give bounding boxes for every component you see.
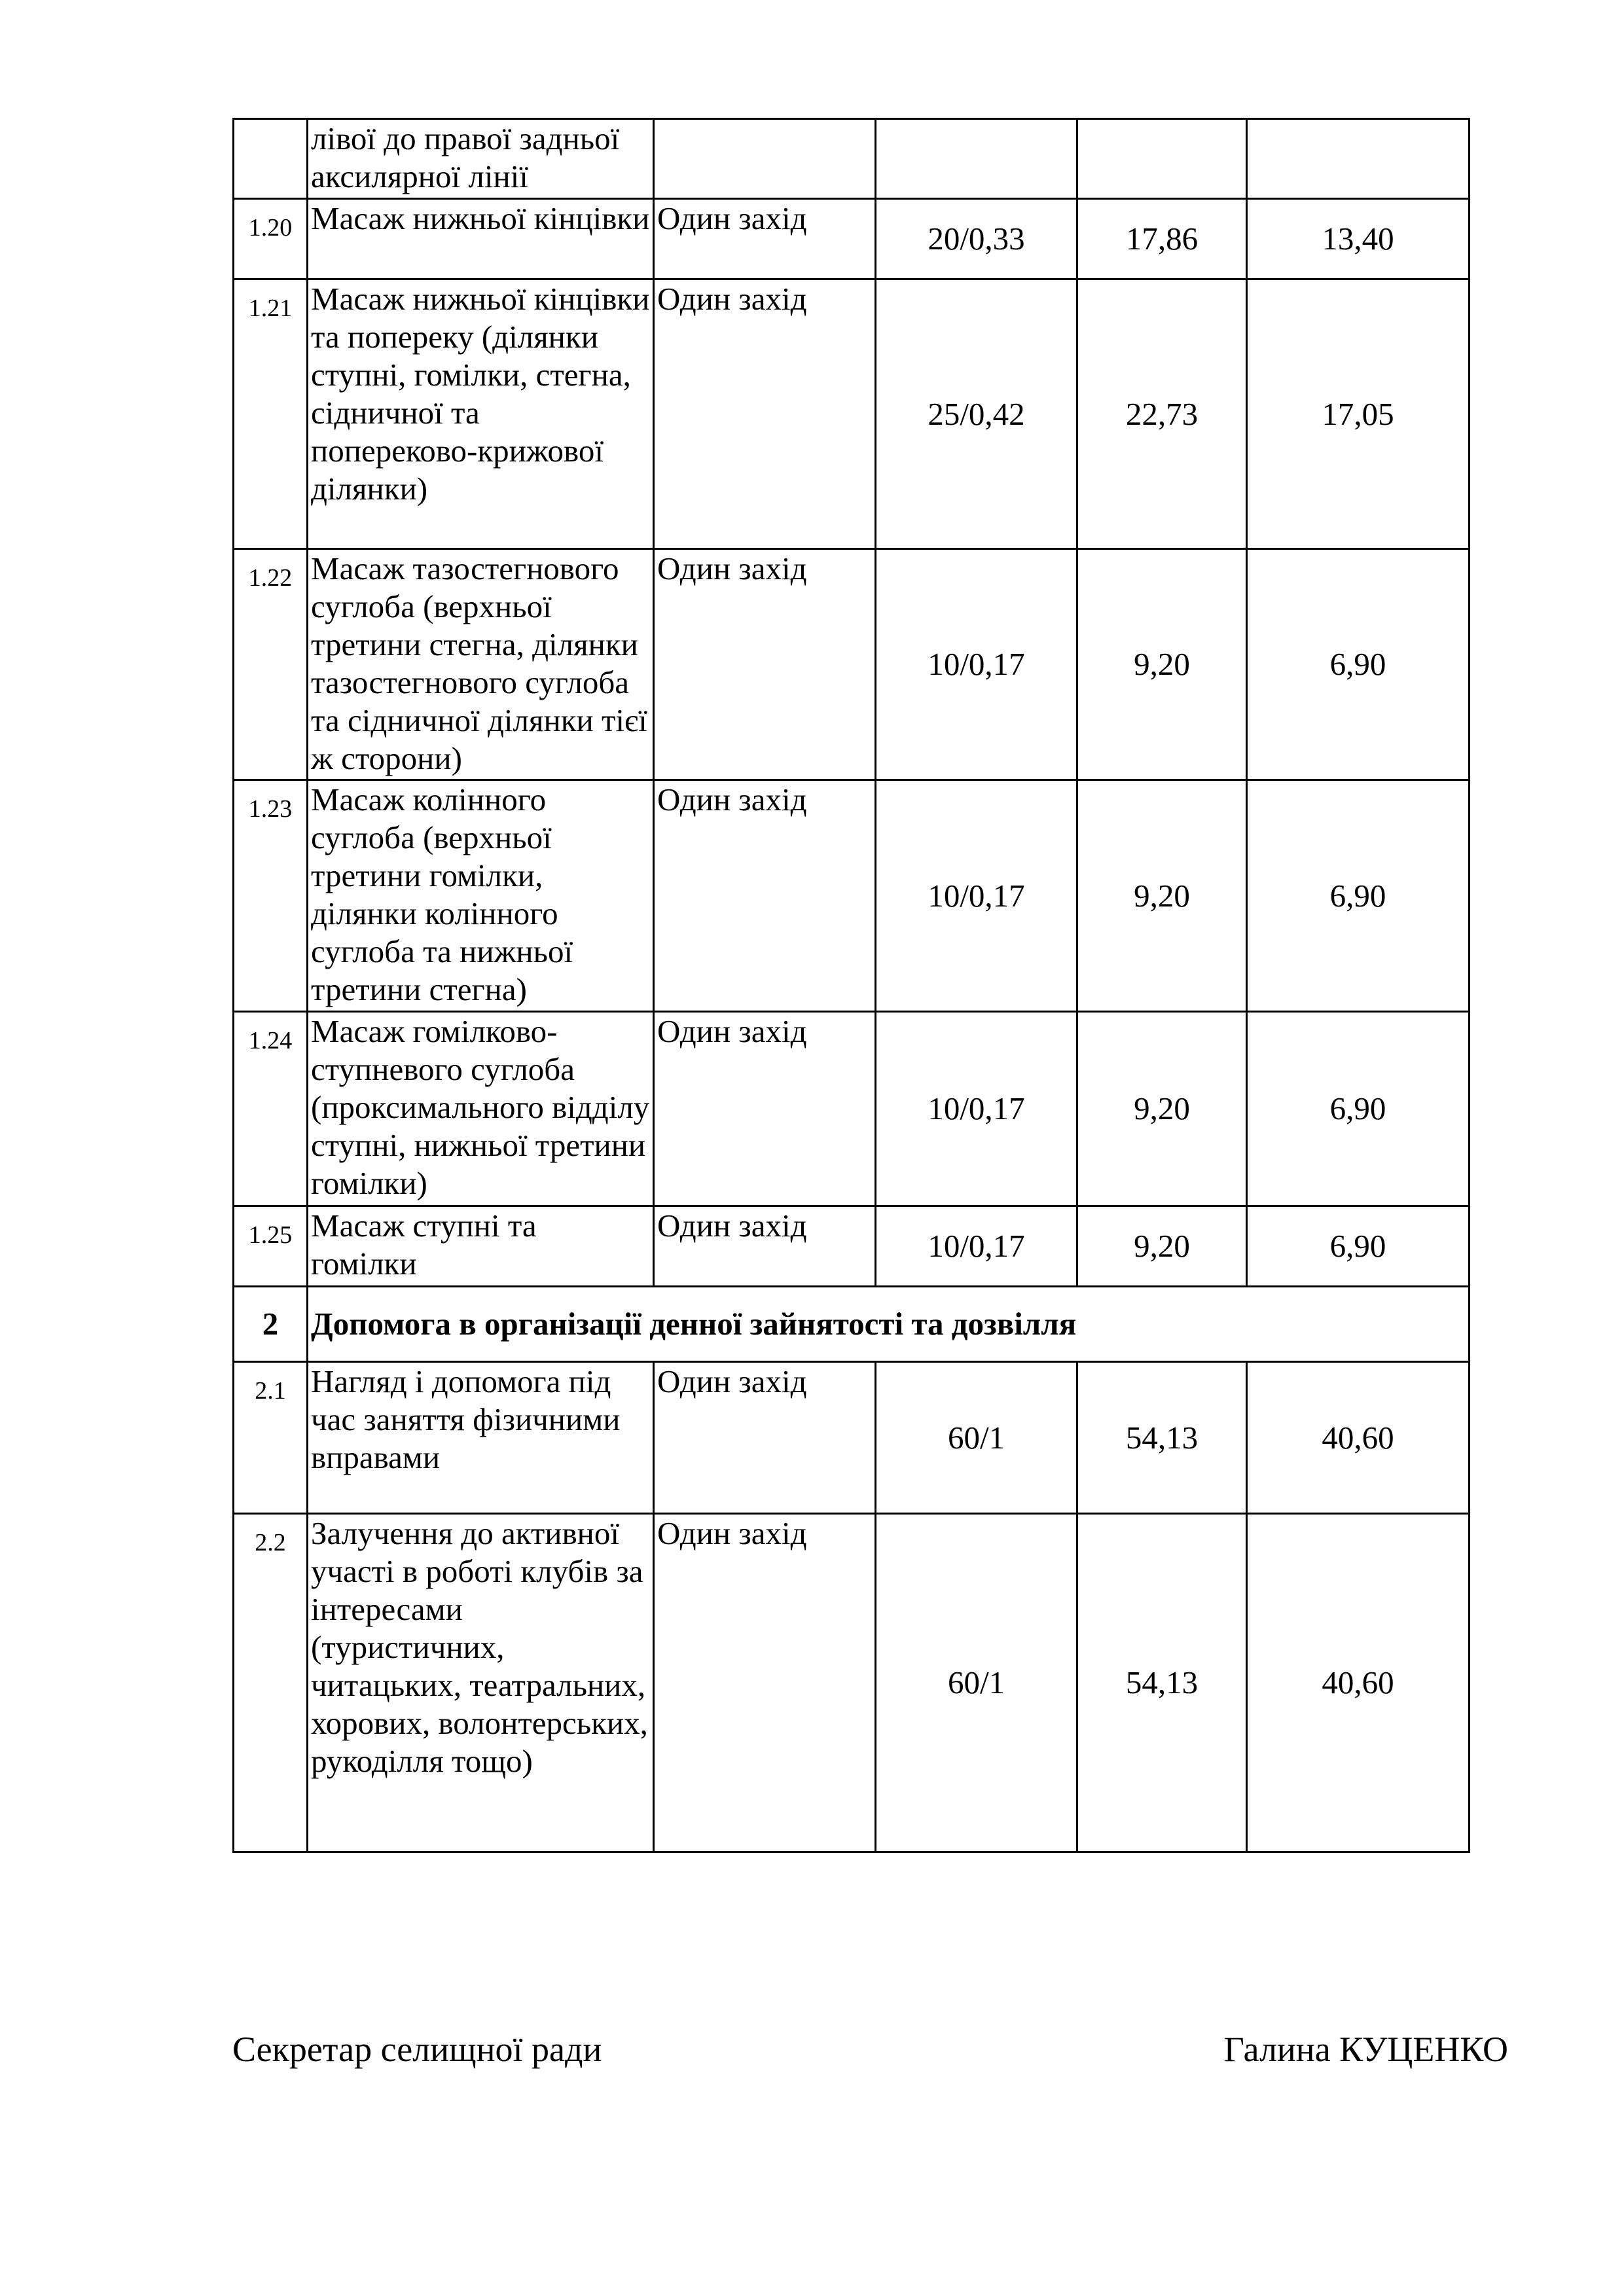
table-row: [234, 1362, 1470, 1514]
price-1: 17,86: [1077, 199, 1247, 279]
time-norm: 10/0,17: [876, 1206, 1077, 1287]
time-norm: 10/0,17: [876, 780, 1077, 1012]
service-name: Масаж гомілково-ступневого суглоба (проксимального відділу ступні, нижньої третини гомілки): [308, 1012, 654, 1206]
item-number: 2.2: [234, 1514, 308, 1852]
price-1: 54,13: [1077, 1362, 1247, 1514]
price-2: 40,60: [1247, 1362, 1470, 1514]
item-number: 1.23: [234, 780, 308, 1012]
section-title: Допомога в організації денної зайнятості та дозвілля: [308, 1287, 1470, 1362]
table-row: [234, 1012, 1470, 1206]
item-number: 1.24: [234, 1012, 308, 1206]
unit-of-measure: Один захід: [654, 1362, 876, 1514]
table-row: [234, 279, 1470, 549]
price-1: [1077, 119, 1247, 199]
price-1: 54,13: [1077, 1514, 1247, 1852]
item-number: 1.20: [234, 199, 308, 279]
price-2: 40,60: [1247, 1514, 1470, 1852]
item-number: 1.22: [234, 549, 308, 780]
time-norm: [876, 119, 1077, 199]
section-header-row: [234, 1287, 1470, 1362]
price-2: 6,90: [1247, 1012, 1470, 1206]
table-row: [234, 199, 1470, 279]
table-row: [234, 119, 1470, 199]
item-number: 1.25: [234, 1206, 308, 1287]
unit-of-measure: Один захід: [654, 1514, 876, 1852]
price-1: 22,73: [1077, 279, 1247, 549]
unit-of-measure: Один захід: [654, 780, 876, 1012]
service-name: Масаж ступні та гомілки: [308, 1206, 654, 1287]
services-table: [232, 118, 1470, 1853]
price-2: 13,40: [1247, 199, 1470, 279]
secretary-title: Секретар селищної ради: [232, 2030, 602, 2069]
table-row: [234, 780, 1470, 1012]
service-name: Масаж колінного суглоба (верхньої третини гомілки, ділянки колінного суглоба та нижньої третини стегна): [308, 780, 654, 1012]
time-norm: 20/0,33: [876, 199, 1077, 279]
service-name: Залучення до активної участі в роботі клубів за інтересами (туристичних, читацьких, театральних, хорових, волонтерських, рукоділля тощо): [308, 1514, 654, 1852]
price-2: [1247, 119, 1470, 199]
price-2: 6,90: [1247, 1206, 1470, 1287]
time-norm: 10/0,17: [876, 549, 1077, 780]
time-norm: 60/1: [876, 1514, 1077, 1852]
unit-of-measure: Один захід: [654, 549, 876, 780]
unit-of-measure: Один захід: [654, 1012, 876, 1206]
signer-name: Галина КУЦЕНКО: [1223, 2030, 1508, 2069]
item-number: 2.1: [234, 1362, 308, 1514]
time-norm: 10/0,17: [876, 1012, 1077, 1206]
table-row: [234, 549, 1470, 780]
unit-of-measure: [654, 119, 876, 199]
service-name: Масаж нижньої кінцівки та попереку (ділянки ступні, гомілки, стегна, сідничної та попереково-крижової ділянки): [308, 279, 654, 549]
service-name: Масаж нижньої кінцівки: [308, 199, 654, 279]
price-2: 6,90: [1247, 780, 1470, 1012]
price-2: 6,90: [1247, 549, 1470, 780]
time-norm: 25/0,42: [876, 279, 1077, 549]
unit-of-measure: Один захід: [654, 199, 876, 279]
price-1: 9,20: [1077, 1206, 1247, 1287]
section-number: 2: [234, 1287, 308, 1362]
item-number: 1.21: [234, 279, 308, 549]
price-2: 17,05: [1247, 279, 1470, 549]
service-name: Нагляд і допомога під час заняття фізичними вправами: [308, 1362, 654, 1514]
time-norm: 60/1: [876, 1362, 1077, 1514]
service-name: Масаж тазостегнового суглоба (верхньої третини стегна, ділянки тазостегнового суглоба та сідничної ділянки тієї ж сторони): [308, 549, 654, 780]
price-1: 9,20: [1077, 1012, 1247, 1206]
service-name: лівої до правої задньої аксилярної лінії: [308, 119, 654, 199]
price-1: 9,20: [1077, 780, 1247, 1012]
unit-of-measure: Один захід: [654, 279, 876, 549]
price-1: 9,20: [1077, 549, 1247, 780]
table-row: [234, 1206, 1470, 1287]
table-row: [234, 1514, 1470, 1852]
unit-of-measure: Один захід: [654, 1206, 876, 1287]
item-number: [234, 119, 308, 199]
